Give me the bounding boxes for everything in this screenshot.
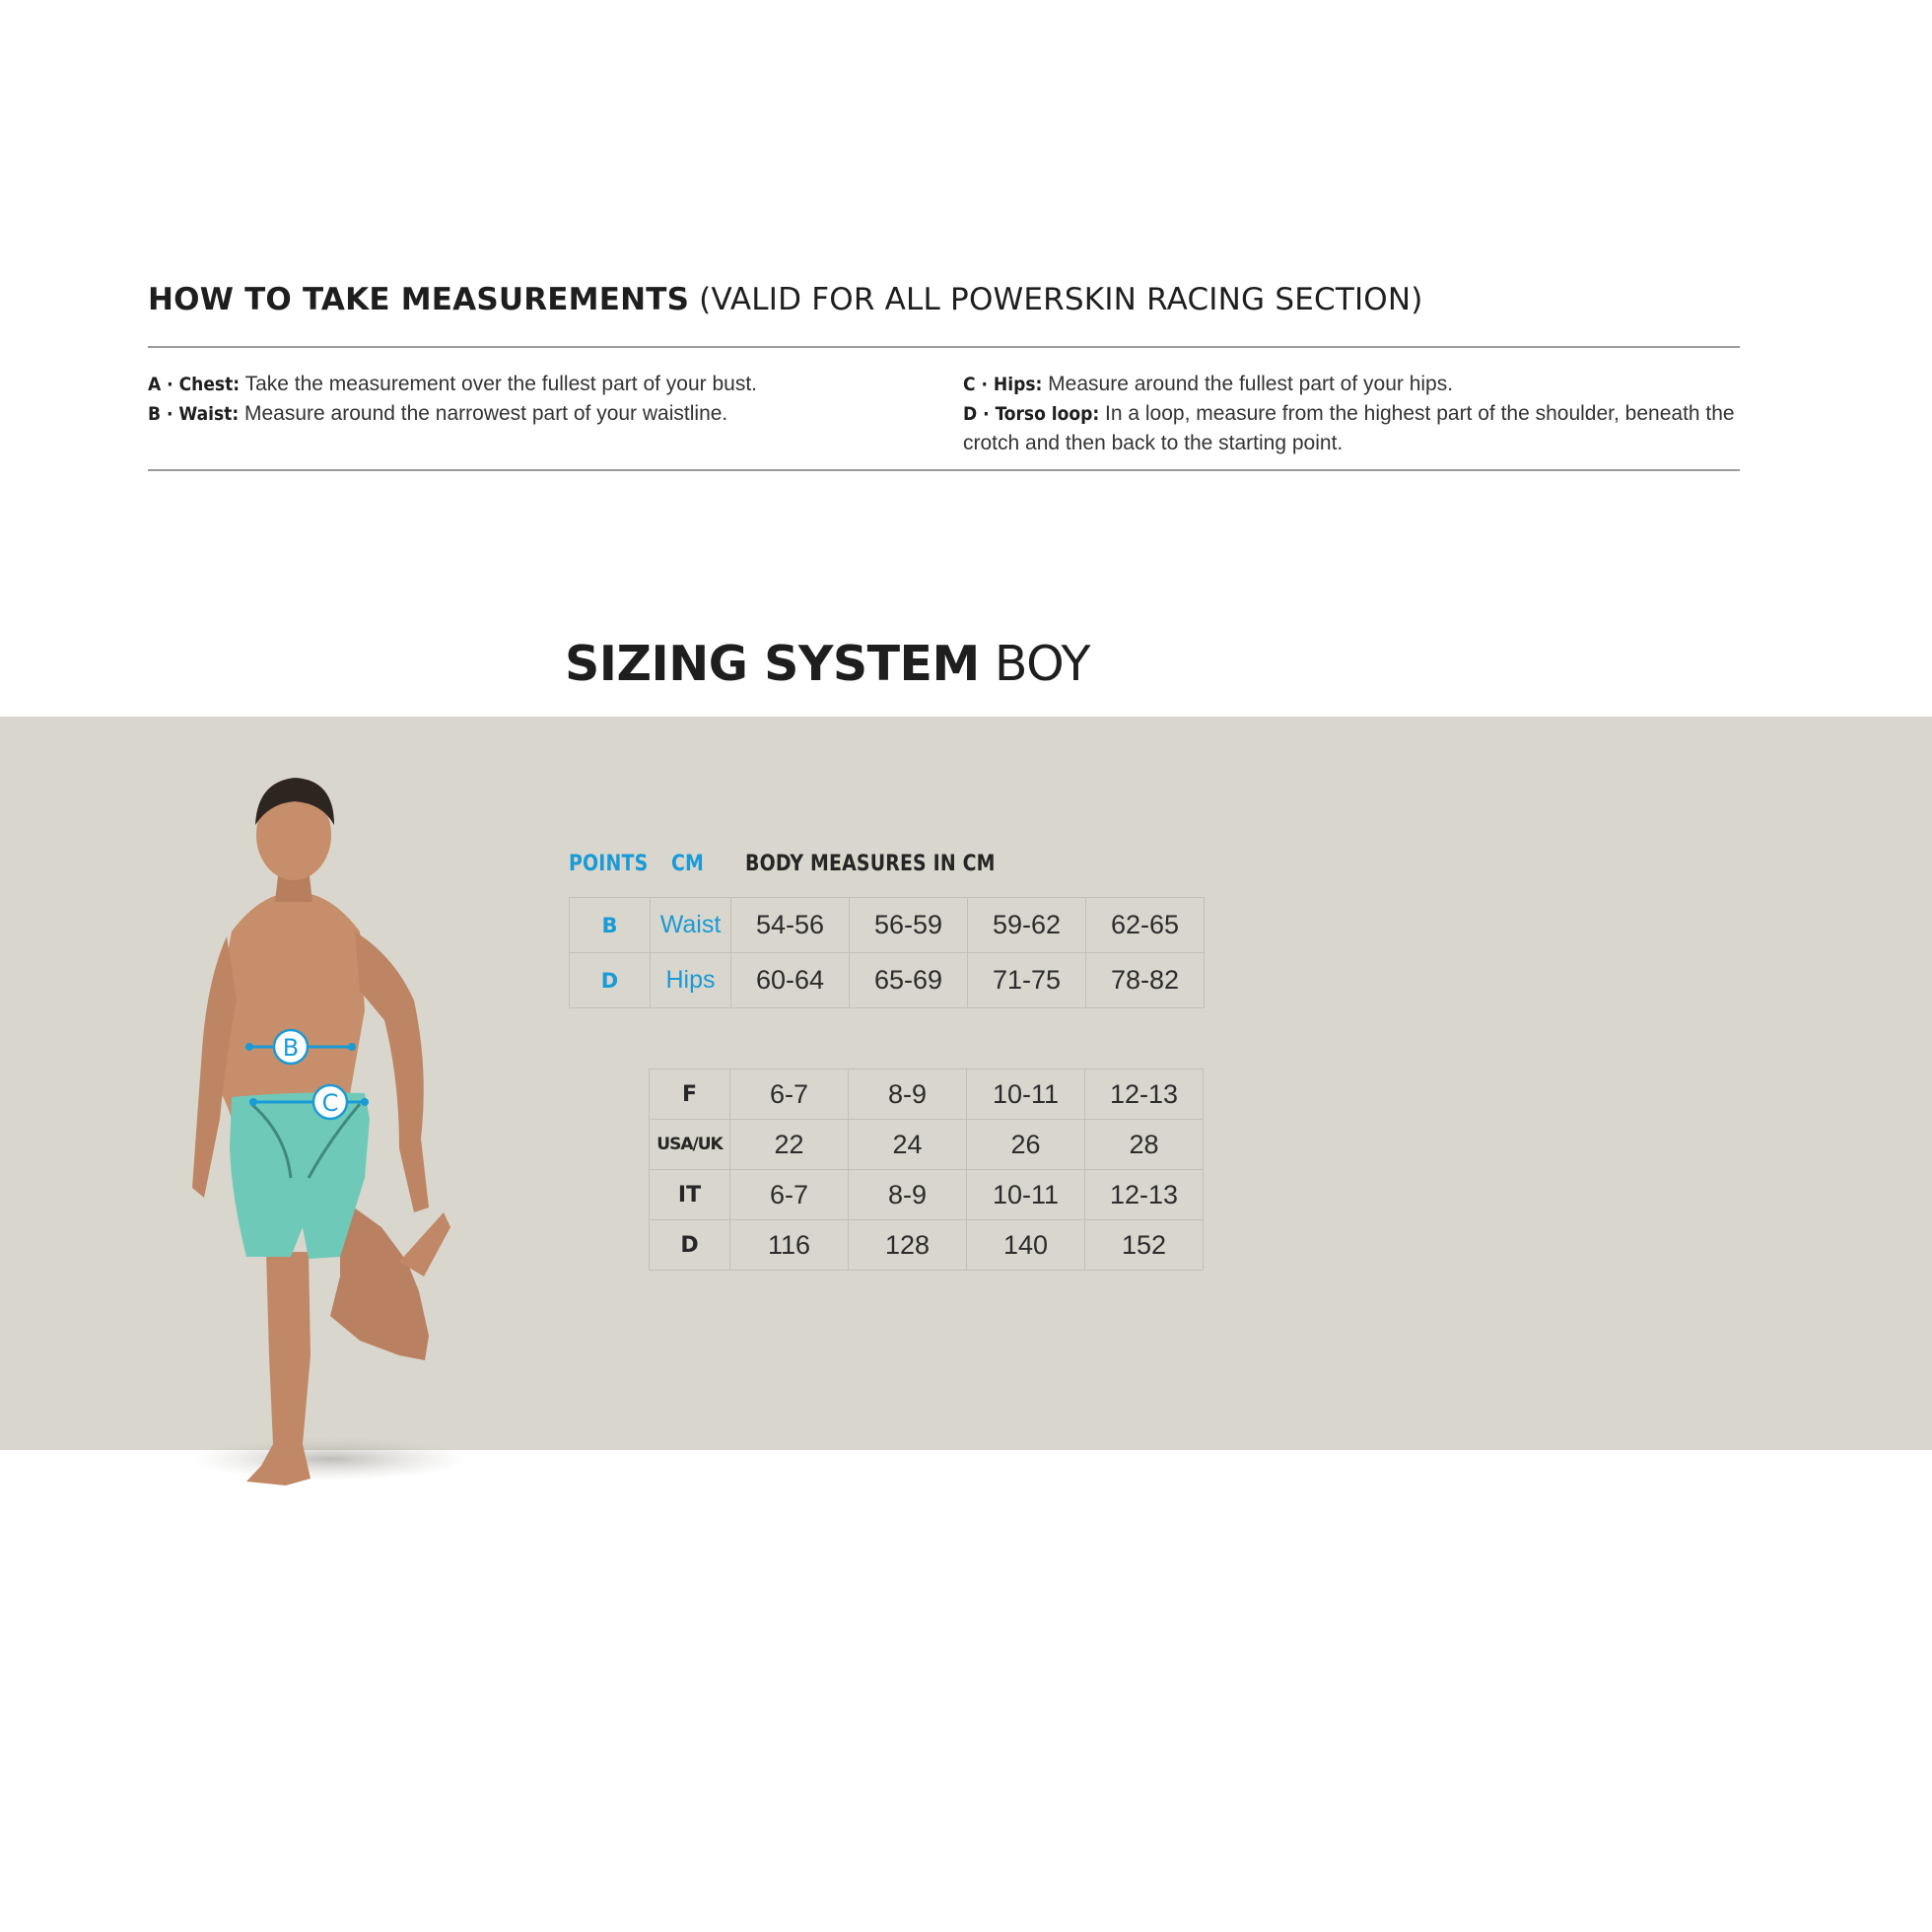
size-system-label: IT — [650, 1170, 730, 1220]
instructions-left — [148, 370, 897, 429]
instruction-key: D · Torso loop: — [963, 403, 1100, 425]
instruction-key: B · Waist: — [148, 403, 240, 425]
divider-bottom — [148, 469, 1740, 471]
value-cell: 54-56 — [731, 898, 850, 953]
point-cell: B — [570, 898, 651, 953]
value-cell: 78-82 — [1086, 953, 1205, 1008]
marker-c-label: C — [321, 1089, 339, 1117]
instruction-text: In a loop, measure from the highest part of the shoulder, beneath the crotch and then back to the starting point. — [963, 402, 1735, 454]
size-cell: 24 — [849, 1120, 967, 1170]
sizing-title-rest: BOY — [979, 636, 1090, 692]
size-cell: 116 — [730, 1220, 849, 1271]
size-cell: 8-9 — [849, 1070, 967, 1120]
size-cell: 140 — [967, 1220, 1085, 1271]
instruction-key: A · Chest: — [148, 374, 241, 395]
howto-title-bold: HOW TO TAKE MEASUREMENTS — [148, 282, 690, 317]
value-cell: 62-65 — [1086, 898, 1205, 953]
table-row-f — [650, 1070, 1204, 1120]
value-cell: 56-59 — [850, 898, 968, 953]
header-cm: CM — [671, 852, 705, 876]
waist-measure-end-left — [245, 1043, 253, 1051]
model-figure-illustration — [192, 764, 478, 1513]
waist-measure-end-right — [348, 1043, 356, 1051]
divider-top — [148, 346, 1740, 348]
size-cell: 6-7 — [730, 1170, 849, 1220]
value-cell: 65-69 — [850, 953, 968, 1008]
size-cell: 12-13 — [1085, 1070, 1204, 1120]
table-row-waist — [570, 898, 1205, 953]
size-cell: 8-9 — [849, 1170, 967, 1220]
value-cell: 60-64 — [731, 953, 850, 1008]
instruction-text: Take the measurement over the fullest part of your bust. — [240, 373, 758, 395]
value-cell: 71-75 — [968, 953, 1086, 1008]
size-conversion-table — [649, 1069, 1204, 1271]
floor-shadow — [192, 1437, 468, 1481]
hips-measure-end-right — [361, 1098, 369, 1106]
size-cell: 26 — [967, 1120, 1085, 1170]
instruction-waist — [148, 399, 897, 429]
header-points: POINTS — [569, 852, 649, 876]
size-cell: 28 — [1085, 1120, 1204, 1170]
table-row-hips — [570, 953, 1205, 1008]
value-cell: 59-62 — [968, 898, 1086, 953]
instruction-torso-loop — [963, 399, 1742, 457]
point-cell: D — [570, 953, 651, 1008]
header-body-measures: BODY MEASURES IN CM — [745, 852, 996, 876]
size-system-label: USA/UK — [650, 1120, 730, 1170]
size-cell: 22 — [730, 1120, 849, 1170]
body-measures-table — [569, 897, 1205, 1008]
size-cell: 10-11 — [967, 1170, 1085, 1220]
instruction-text: Measure around the narrowest part of your waistline. — [239, 402, 728, 425]
hips-measure-end-left — [249, 1098, 257, 1106]
size-cell: 10-11 — [967, 1070, 1085, 1120]
size-system-label: D — [650, 1220, 730, 1271]
table-row-d — [650, 1220, 1204, 1271]
howto-title-rest: (VALID FOR ALL POWERSKIN RACING SECTION) — [689, 282, 1423, 317]
instructions-right — [963, 370, 1742, 457]
sizing-title — [565, 636, 1090, 692]
instruction-chest — [148, 370, 897, 399]
measure-name-cell: Hips — [651, 953, 731, 1008]
right-arm — [355, 932, 429, 1212]
size-cell: 128 — [849, 1220, 967, 1271]
howto-title — [148, 282, 1423, 317]
size-cell: 152 — [1085, 1220, 1204, 1271]
marker-b-label: B — [282, 1034, 300, 1062]
measure-name-cell: Waist — [651, 898, 731, 953]
size-system-label: F — [650, 1070, 730, 1120]
table-row-usa-uk — [650, 1120, 1204, 1170]
table-row-it — [650, 1170, 1204, 1220]
instruction-key: C · Hips: — [963, 374, 1043, 395]
size-cell: 12-13 — [1085, 1170, 1204, 1220]
sizing-title-bold: SIZING SYSTEM — [565, 636, 980, 692]
instruction-text: Measure around the fullest part of your hips. — [1042, 373, 1454, 395]
instruction-hips — [963, 370, 1742, 399]
size-cell: 6-7 — [730, 1070, 849, 1120]
